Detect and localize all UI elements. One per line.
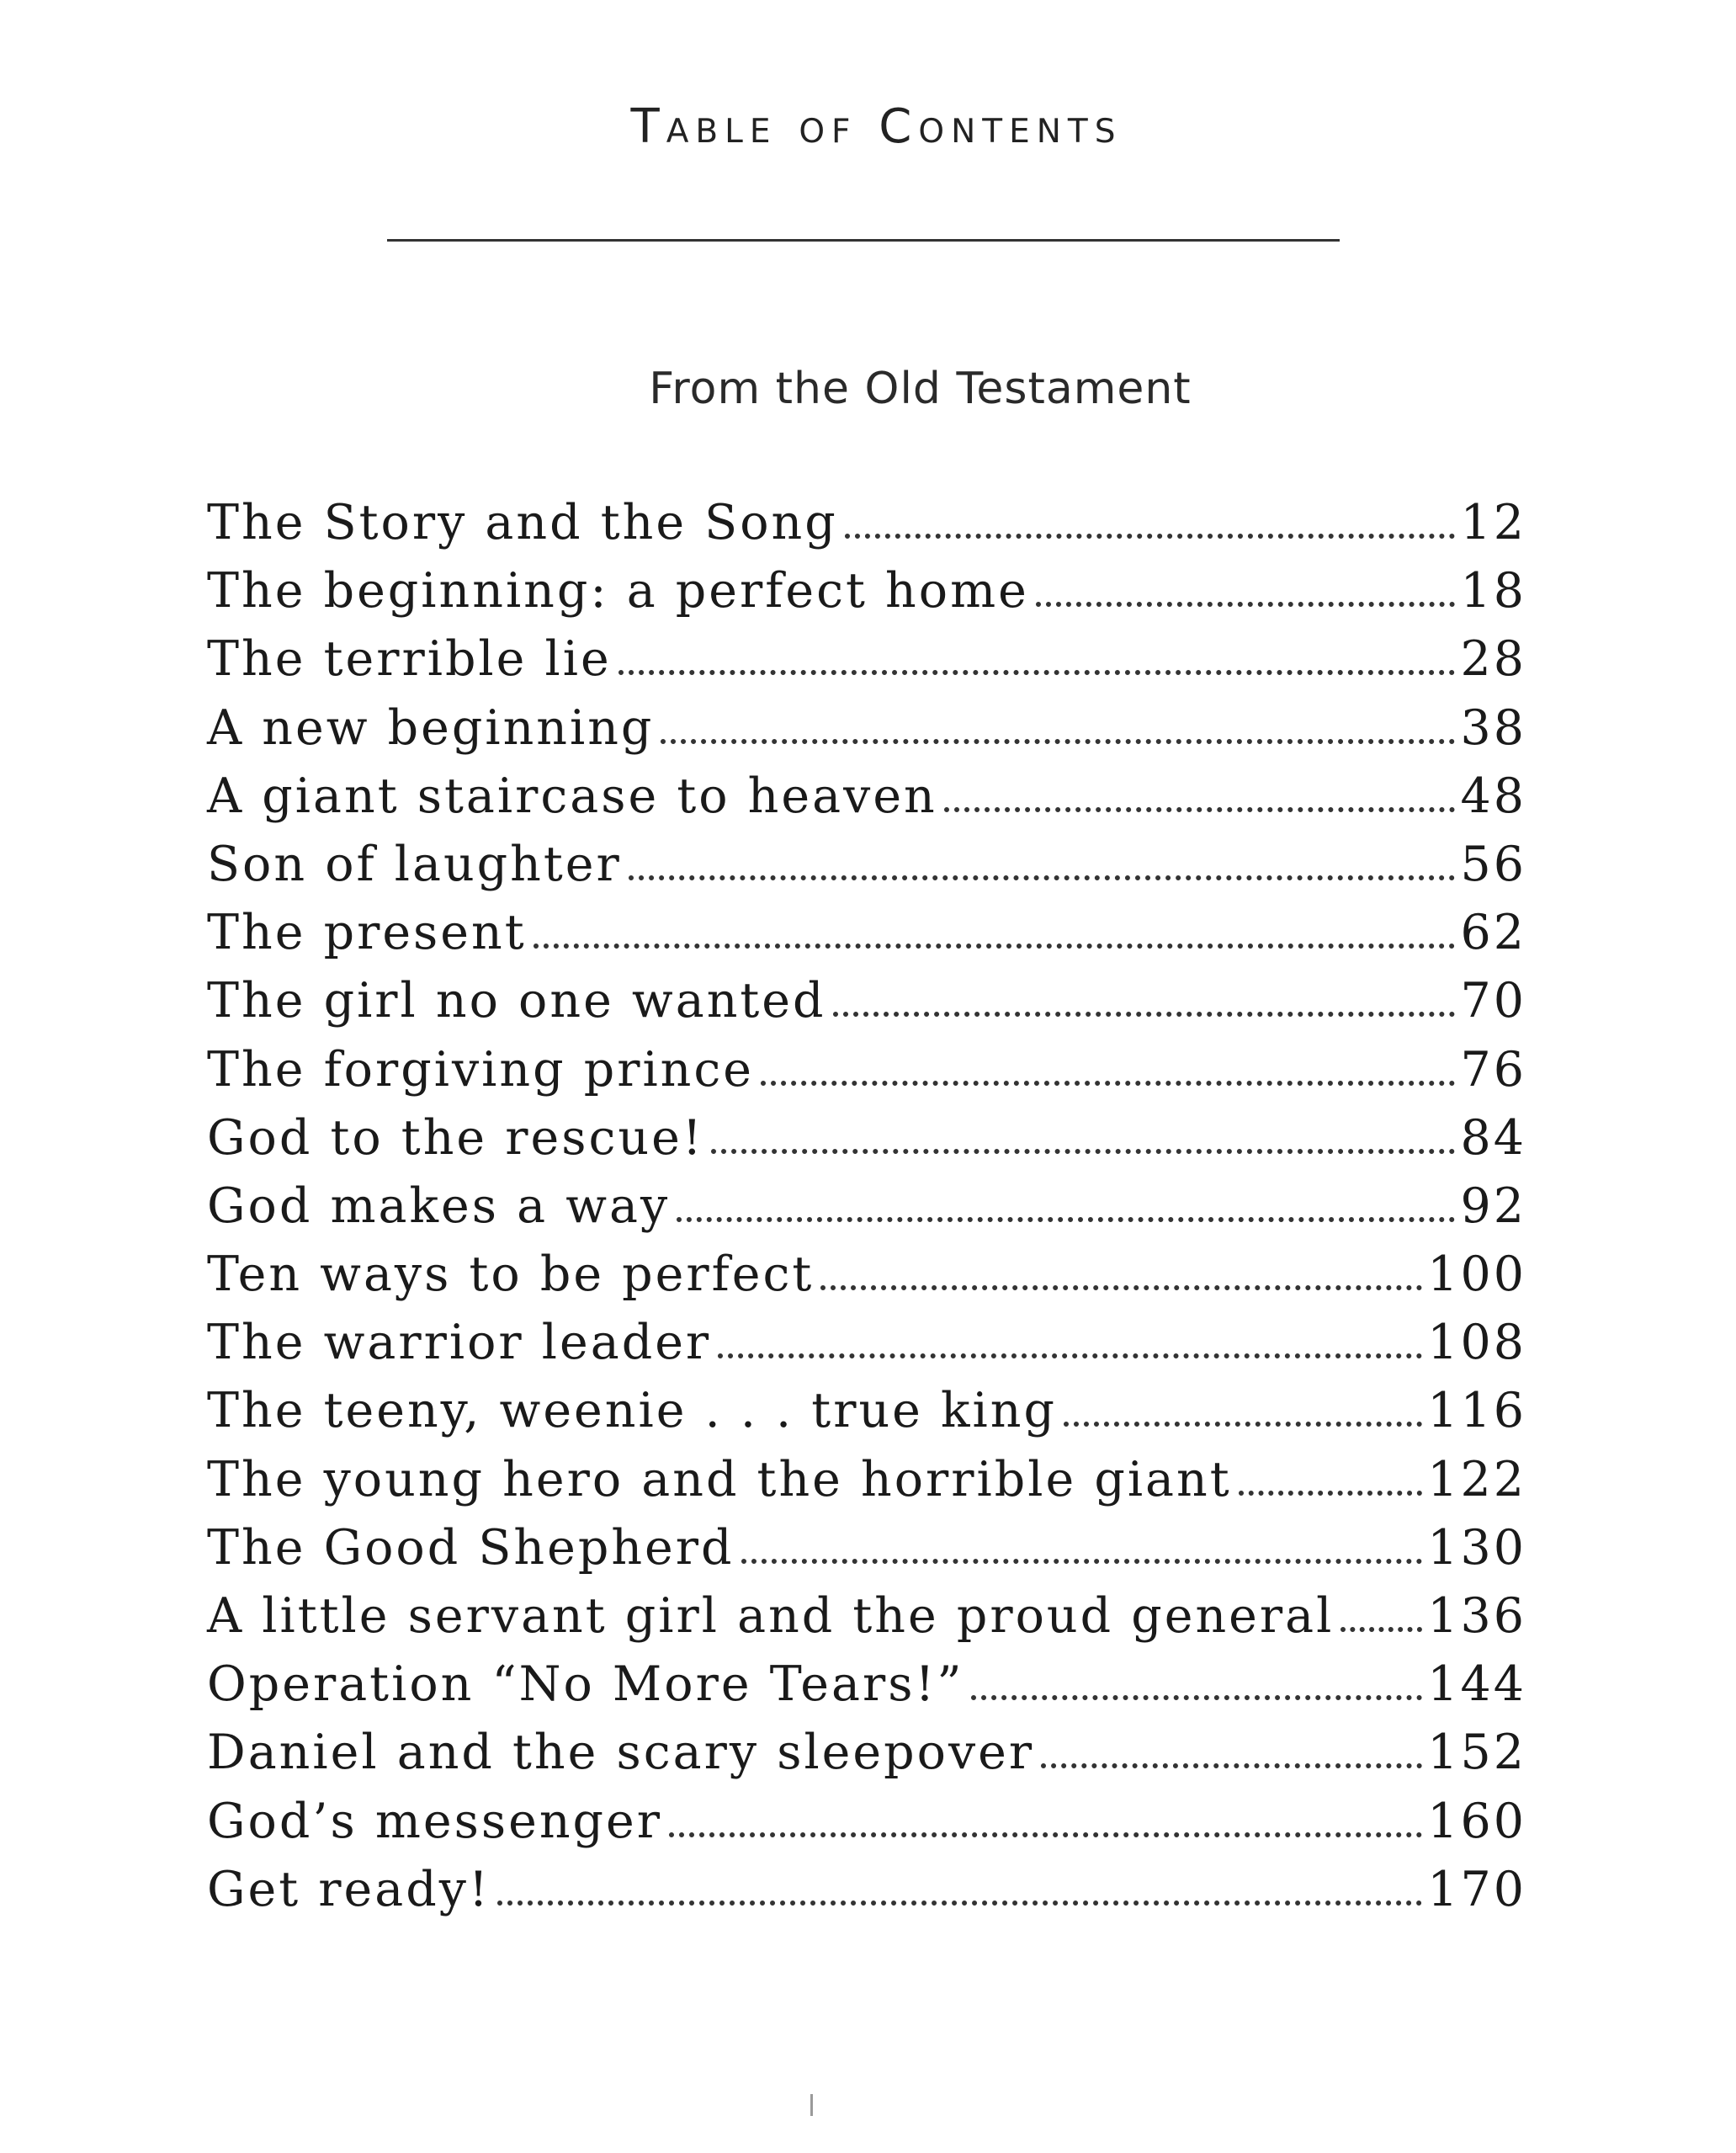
toc-entry-page: 152 (1427, 1725, 1526, 1781)
dot-leader (661, 739, 1455, 744)
dot-leader (618, 670, 1456, 675)
dot-leader (497, 1900, 1422, 1906)
toc-entry-page: 84 (1460, 1109, 1526, 1166)
toc-entry-page: 56 (1460, 836, 1526, 892)
toc-entry-title: A little servant girl and the proud general (207, 1588, 1335, 1644)
toc-entry[interactable] (207, 1520, 1526, 1588)
toc-entry[interactable] (207, 837, 1526, 905)
toc-entry-page: 170 (1427, 1861, 1526, 1917)
dot-leader (971, 1695, 1423, 1700)
toc-entry-title: Daniel and the scary sleepover (207, 1725, 1035, 1781)
dot-leader (1064, 1422, 1422, 1427)
toc-entry[interactable] (207, 1452, 1526, 1520)
dot-leader (1340, 1627, 1422, 1632)
toc-entry[interactable] (207, 700, 1526, 768)
toc-entry[interactable] (207, 631, 1526, 699)
dot-leader (820, 1285, 1422, 1290)
toc-entry[interactable] (207, 1110, 1526, 1178)
toc-entry-page: 48 (1460, 768, 1526, 824)
toc-entry-title: The Good Shepherd (207, 1519, 735, 1576)
toc-entry-title: Operation “No More Tears!” (207, 1656, 964, 1713)
toc-entry[interactable] (207, 563, 1526, 631)
toc-entry[interactable] (207, 1725, 1526, 1793)
toc-entry-title: The beginning: a perfect home (207, 563, 1029, 619)
dot-leader (833, 1012, 1456, 1017)
toc-entry-page: 144 (1427, 1656, 1526, 1713)
dot-leader (711, 1149, 1456, 1154)
dot-leader (1036, 602, 1456, 607)
toc-entry[interactable] (207, 1862, 1526, 1930)
section-heading: From the Old Testament (649, 364, 1192, 414)
dot-leader (534, 944, 1456, 949)
toc-entry[interactable] (207, 1383, 1526, 1451)
toc-entry-title: God’s messenger (207, 1793, 663, 1849)
toc-entry-page: 76 (1460, 1041, 1526, 1098)
toc-entry-page: 136 (1427, 1588, 1526, 1644)
toc-entry[interactable] (207, 1315, 1526, 1383)
toc-entry-title: The young hero and the horrible giant (207, 1451, 1232, 1507)
toc-entry[interactable] (207, 905, 1526, 973)
toc-entry-title: Ten ways to be perfect (207, 1247, 815, 1303)
toc-entry-title: The Story and the Song (207, 495, 838, 550)
toc-entry-title: The warrior leader (207, 1315, 712, 1371)
dot-leader (741, 1559, 1423, 1564)
toc-list (207, 495, 1526, 1930)
dot-leader (677, 1217, 1455, 1222)
toc-entry-title: The girl no one wanted (207, 973, 826, 1029)
toc-entry-page: 38 (1460, 699, 1526, 756)
toc-entry-title: God to the rescue! (207, 1109, 704, 1166)
dot-leader (1041, 1763, 1422, 1768)
toc-entry-page: 130 (1427, 1519, 1526, 1576)
toc-entry-page: 100 (1427, 1247, 1526, 1303)
toc-entry[interactable] (207, 1042, 1526, 1110)
toc-entry-page: 116 (1427, 1383, 1526, 1439)
toc-entry-page: 122 (1427, 1451, 1526, 1507)
toc-entry[interactable] (207, 1656, 1526, 1725)
toc-entry-title: Get ready! (207, 1861, 491, 1917)
toc-entry-title: Son of laughter (207, 836, 622, 892)
toc-entry-page: 12 (1460, 495, 1526, 550)
dot-leader (669, 1832, 1422, 1837)
toc-entry-title: A new beginning (207, 699, 655, 756)
toc-entry-page: 62 (1460, 905, 1526, 961)
dot-leader (944, 807, 1456, 812)
dot-leader (845, 534, 1456, 539)
toc-entry[interactable] (207, 1588, 1526, 1656)
page-gutter-mark (810, 2094, 813, 2116)
page-title: Table of Contents (630, 99, 1123, 154)
toc-entry[interactable] (207, 1794, 1526, 1862)
toc-entry-title: The teeny, weenie . . . true king (207, 1383, 1057, 1439)
toc-entry-title: The present (207, 905, 527, 961)
toc-entry-title: The forgiving prince (207, 1041, 755, 1098)
title-divider (387, 239, 1340, 242)
dot-leader (761, 1081, 1455, 1086)
dot-leader (1239, 1491, 1423, 1496)
toc-entry[interactable] (207, 495, 1526, 563)
toc-entry[interactable] (207, 1178, 1526, 1247)
dot-leader (629, 875, 1456, 880)
toc-entry-page: 108 (1427, 1315, 1526, 1371)
toc-entry-page: 92 (1460, 1178, 1526, 1234)
toc-entry-page: 70 (1460, 973, 1526, 1029)
toc-entry-page: 28 (1460, 631, 1526, 688)
dot-leader (718, 1353, 1422, 1358)
toc-entry-title: God makes a way (207, 1178, 671, 1234)
toc-entry-title: A giant staircase to heaven (207, 768, 937, 824)
toc-entry[interactable] (207, 768, 1526, 837)
toc-entry-page: 160 (1427, 1793, 1526, 1849)
toc-entry[interactable] (207, 1247, 1526, 1315)
toc-entry[interactable] (207, 973, 1526, 1041)
toc-entry-title: The terrible lie (207, 631, 612, 688)
toc-entry-page: 18 (1460, 563, 1526, 619)
